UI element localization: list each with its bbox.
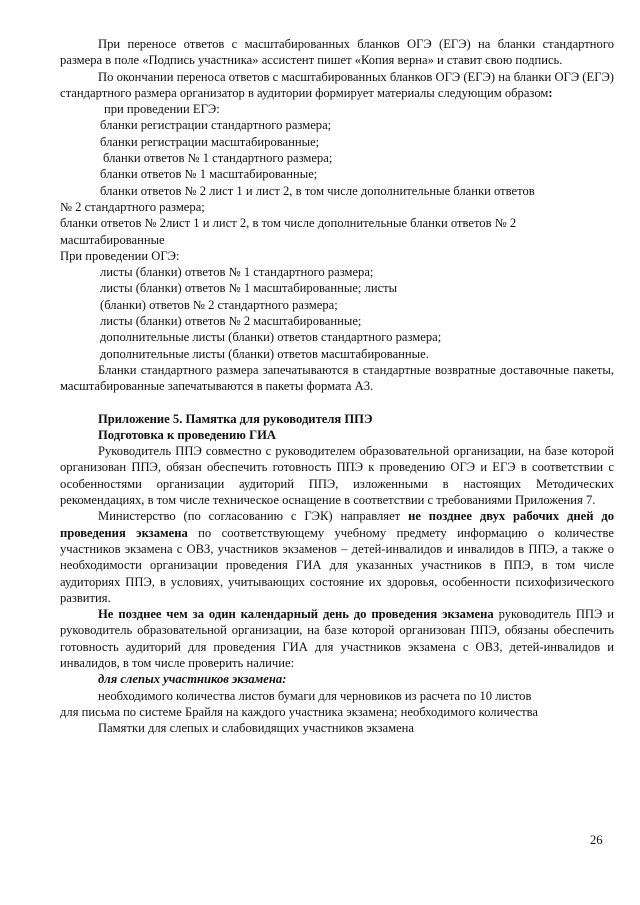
ege-item: бланки регистрации стандартного размера; (100, 118, 332, 133)
appendix-heading: Приложение 5. Памятка для руководителя ППЭ (98, 411, 373, 426)
document-page (60, 36, 614, 736)
ege-item: бланки ответов № 1 масштабированные; (100, 167, 318, 182)
ege-last-item: бланки ответов № 2лист 1 и лист 2, в том числе дополнительные бланки ответов № 2 масштабированные (60, 216, 517, 247)
oge-item: дополнительные листы (бланки) ответов масштабированные. (100, 346, 429, 361)
paragraph-draft-sheets: необходимого количества листов бумаги для черновиков из расчета по 10 листов (98, 688, 532, 703)
ege-item: бланки ответов № 1 стандартного размера; (103, 151, 333, 166)
ministry-text-a: Министерство (по согласованию с ГЭК) направляет (98, 509, 409, 524)
paragraph-forming-colon: : (548, 85, 553, 100)
section-gap (60, 395, 614, 411)
paragraph-braille: для письма по системе Брайля на каждого участника экзамена; необходимого количества (60, 704, 539, 719)
oge-item: (бланки) ответов № 2 стандартного размера; (100, 297, 338, 312)
paragraph-ppe-head: Руководитель ППЭ совместно с руководителем образовательной организации, на базе которой организован ППЭ, обязан обеспечить готовность ППЭ к проведению ОГЭ и ЕГЭ в соответствии с особенностями организации аудиторий ППЭ, изложенными в настоящих Методических рекомендациях, в том числе техническое оснащение в соответствии с требованиями Приложения 7. (60, 444, 614, 508)
oge-item: дополнительные листы (бланки) ответов стандартного размера; (100, 330, 442, 345)
ege-item: бланки регистрации масштабированные; (100, 134, 320, 149)
page-number: 26 (590, 833, 603, 847)
oge-intro: При проведении ОГЭ: (60, 248, 180, 263)
ege-intro: при проведении ЕГЭ: (104, 102, 220, 117)
paragraph-packaging: Бланки стандартного размера запечатываются в стандартные возвратные доставочные пакеты, масштабированные запечатываются в пакеты формата А3. (60, 362, 614, 394)
ministry-text-c: по соответствующему учебному предмету информацию о количестве участников экзамена с ОВЗ, участников экзаменов – детей-инвалидов и инвалидов в ППЭ, а также о необходимости организации проведения ГИА для указанных участников в ППЭ, в том числе аудиториях ППЭ, в условиях, учитывающих состояние их здоровья, особенности психофизического развития. (60, 525, 614, 605)
preparation-heading: Подготовка к проведению ГИА (98, 427, 276, 442)
oge-item: листы (бланки) ответов № 2 масштабированные; (100, 314, 362, 329)
paragraph-readiness (60, 606, 614, 671)
oge-list (60, 264, 614, 362)
ege-list (60, 101, 614, 199)
paragraph-forming-materials (60, 69, 614, 102)
paragraph-ministry (60, 508, 614, 606)
blind-participants-heading: для слепых участников экзамена: (98, 672, 287, 687)
oge-item: листы (бланки) ответов № 1 масштабированные; листы (100, 281, 398, 296)
ege-item-continuation: № 2 стандартного размера; (60, 199, 205, 214)
paragraph-transfer: При переносе ответов с масштабированных бланков ОГЭ (ЕГЭ) на бланки стандартного размера в поле «Подпись участника» ассистент пишет «Копия верна» и ставит свою подпись. (60, 37, 614, 68)
paragraph-memo: Памятки для слепых и слабовидящих участников экзамена (98, 721, 414, 736)
oge-item: листы (бланки) ответов № 1 стандартного размера; (100, 265, 374, 280)
paragraph-forming-text: По окончании переноса ответов с масштабированных бланков ОГЭ (ЕГЭ) на бланки ОГЭ (ЕГЭ) стандартного размера организатор в аудитории формирует материалы следующим образом (60, 69, 614, 100)
ministry-deadline: не позднее двух рабочих дней до проведения экзамена (60, 509, 614, 540)
ege-item: бланки ответов № 2 лист 1 и лист 2, в том числе дополнительные бланки ответов (100, 183, 535, 198)
readiness-text: руководитель ППЭ и руководитель образовательной организации, на базе которой организован ППЭ, обязаны обеспечить готовность аудиторий для проведения ГИА для участников экзамена с ОВЗ, детей-инвалидов и инвалидов, в том числе проверить наличие: (60, 607, 614, 670)
readiness-deadline: Не позднее чем за один календарный день до проведения экзамена (98, 607, 494, 622)
